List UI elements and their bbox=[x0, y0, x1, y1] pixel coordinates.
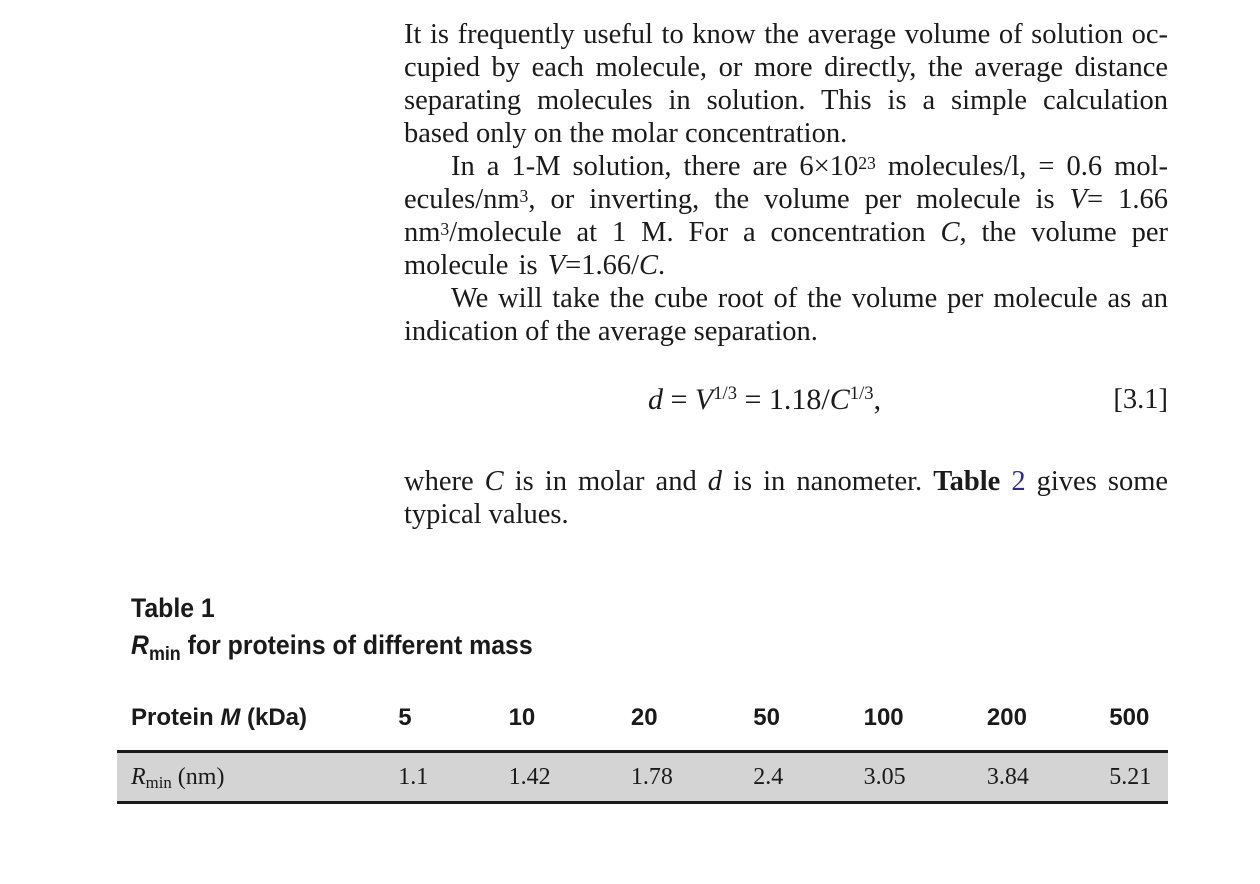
table-title bbox=[131, 627, 533, 667]
p2-var-c2: C bbox=[639, 250, 659, 281]
paragraph-1: It is frequently useful to know the average volume of solution oc-cupied by each molecule, or more directly, the average distance separating molecules in solution. This is a simple calculation based only on the molar concentration. bbox=[404, 19, 1168, 149]
rmin-cell: 1.1 bbox=[398, 752, 508, 803]
row-label-sub: min bbox=[145, 772, 172, 792]
p4-text-b: is in molar and bbox=[503, 466, 708, 497]
rmin-cell: 1.78 bbox=[631, 752, 753, 803]
eq-var-d: d bbox=[648, 383, 663, 416]
header-mass-cell: 500 bbox=[1109, 698, 1168, 752]
header-protein-mass bbox=[117, 698, 398, 752]
row-label-rmin bbox=[117, 752, 398, 803]
rmin-cell: 1.42 bbox=[509, 752, 631, 803]
p4-text-c: is in nanometer. bbox=[722, 466, 934, 497]
eq-var-c: C bbox=[829, 383, 850, 416]
header-mass-cell: 5 bbox=[398, 698, 508, 752]
p2-exponent-3a: 3 bbox=[519, 185, 529, 206]
p2-text-b: molecules/l, = 0.6 mol-ecules/nm bbox=[404, 151, 1169, 215]
p4-var-c: C bbox=[484, 466, 504, 497]
equation-3-1 bbox=[404, 382, 1168, 418]
body-text bbox=[404, 18, 1168, 348]
eq-var-v: V bbox=[694, 383, 714, 416]
p4-var-d: d bbox=[707, 466, 722, 497]
header-mass-cell: 20 bbox=[631, 698, 753, 752]
p2-text-e: /molecule at 1 M. For a concentration bbox=[449, 217, 941, 248]
p4-text-a: where bbox=[404, 466, 485, 497]
header-label-m: M bbox=[220, 704, 241, 731]
equation-body bbox=[648, 382, 881, 422]
table-caption bbox=[131, 590, 533, 667]
paragraph-4-text bbox=[404, 465, 1168, 531]
header-label-b: (kDa) bbox=[240, 704, 308, 731]
eq-equals-1: = bbox=[663, 383, 695, 416]
rmin-cell: 3.84 bbox=[987, 752, 1109, 803]
header-mass-cell: 50 bbox=[753, 698, 863, 752]
row-label-r: R bbox=[131, 763, 146, 790]
header-mass-cell: 10 bbox=[509, 698, 631, 752]
p2-text-c: , or inverting, the volume per molecule is bbox=[528, 184, 1070, 215]
table-label: Table 1 bbox=[131, 593, 215, 623]
header-mass-cell: 200 bbox=[987, 698, 1109, 752]
table-row bbox=[117, 752, 1168, 803]
paragraph-4 bbox=[404, 465, 1168, 531]
rmin-cell: 5.21 bbox=[1109, 752, 1168, 803]
rmin-table bbox=[117, 698, 1168, 804]
eq-equals-2: = 1.18/ bbox=[737, 383, 830, 416]
table-ref-word: Table bbox=[933, 466, 1001, 497]
header-label-a: Protein bbox=[131, 704, 221, 731]
p2-text-h: . bbox=[658, 250, 666, 281]
p2-text-g: =1.66/ bbox=[565, 250, 640, 281]
paragraph-3: We will take the cube root of the volume per molecule as an indication of the average separation. bbox=[404, 283, 1168, 347]
table-header-row bbox=[117, 698, 1168, 752]
equation-number: [3.1] bbox=[1113, 384, 1168, 415]
p2-var-c: C bbox=[940, 217, 960, 248]
p2-exponent-23: 23 bbox=[858, 152, 876, 173]
row-label-unit: (nm) bbox=[171, 763, 225, 790]
header-mass-cell: 100 bbox=[864, 698, 987, 752]
p2-var-v2: V bbox=[547, 250, 566, 281]
table-title-sub: min bbox=[148, 642, 181, 665]
table-title-rest: for proteins of different mass bbox=[180, 630, 533, 660]
p2-text-d: = 1.66 nm bbox=[404, 184, 1169, 248]
p2-exponent-3b: 3 bbox=[440, 218, 450, 239]
eq-exponent-1: 1/3 bbox=[713, 382, 738, 404]
rmin-cell: 2.4 bbox=[753, 752, 863, 803]
table-2-link[interactable]: 2 bbox=[1011, 466, 1026, 497]
eq-comma: , bbox=[873, 383, 882, 416]
p4-space bbox=[1000, 466, 1011, 497]
table-title-r: R bbox=[131, 630, 149, 660]
p2-var-v: V bbox=[1069, 184, 1088, 215]
p2-text-a: In a 1-M solution, there are 6×10 bbox=[451, 151, 859, 182]
p2-text-f: , the volume per molecule is bbox=[404, 217, 1168, 281]
paragraph-2 bbox=[404, 150, 1168, 282]
rmin-cell: 3.05 bbox=[864, 752, 987, 803]
eq-exponent-2: 1/3 bbox=[849, 382, 874, 404]
p4-text-d: gives some typical values. bbox=[404, 466, 1169, 530]
